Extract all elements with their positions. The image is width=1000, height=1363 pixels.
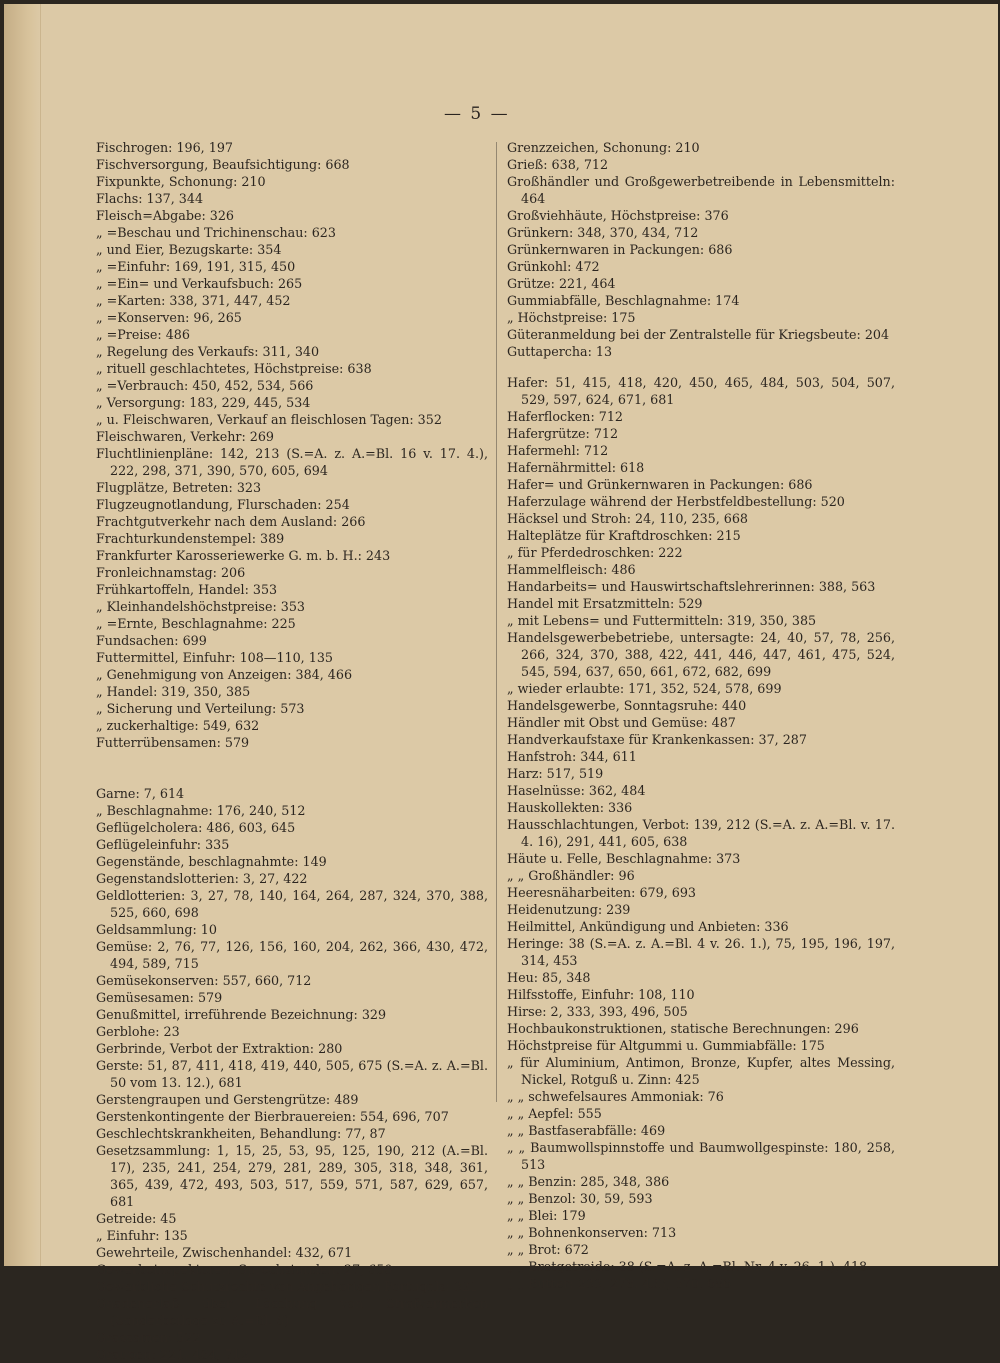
index-entry: Fundsachen: 699	[96, 633, 207, 648]
index-entry: Gemüse: 2, 76, 77, 126, 156, 160, 204, 262, 366, 430, 472, 494, 589, 715	[96, 939, 488, 971]
index-entry: „ mit Lebens= und Futtermitteln: 319, 350, 385	[507, 613, 817, 628]
index-entry: „ „ Benzin: 285, 348, 386	[507, 1174, 670, 1189]
index-entry: „ Sicherung und Verteilung: 573	[96, 701, 305, 716]
index-entry: „ „ Bastfaserabfälle: 469	[507, 1123, 666, 1138]
index-entry: Gnadenerlaß über Löschung von Strafvermerken (Sonderbeilage zu A.=Bl. 6)	[96, 1296, 488, 1328]
index-entry: „ Einfuhr: 135	[96, 1228, 188, 1243]
index-entry: Futtermittel, Einfuhr: 108—110, 135	[96, 650, 333, 665]
index-entry: Haferflocken: 712	[507, 409, 623, 424]
index-entry: Graupen: 221, 464, 712	[96, 1347, 249, 1362]
index-entry: „ u. Fleischwaren, Verkauf an fleischlosen Tagen: 352	[96, 412, 442, 427]
group-gap	[507, 360, 895, 374]
index-entry: Großviehhäute, Höchstpreise: 376	[507, 208, 729, 223]
index-entry: Geflügelcholera: 486, 603, 645	[96, 820, 296, 835]
index-entry: Handelsgewerbe, Sonntagsruhe: 440	[507, 698, 747, 713]
index-entry: Häute u. Felle, Beschlagnahme: 373	[507, 851, 741, 866]
index-entry: Handarbeits= und Hauswirtschaftslehrerinnen: 388, 563	[507, 579, 876, 594]
index-entry: Futterrübensamen: 579	[96, 735, 250, 750]
index-entry: „ wieder erlaubte: 171, 352, 524, 578, 699	[507, 681, 782, 696]
index-entry: „ für Pferdedroschken: 222	[507, 545, 683, 560]
index-entry: Gerbrinde, Verbot der Extraktion: 280	[96, 1041, 343, 1056]
index-entry: „ =Ein= und Verkaufsbuch: 265	[96, 276, 303, 291]
index-entry: „ zuckerhaltige: 549, 632	[96, 718, 260, 733]
index-entry: Handelsgewerbebetriebe, untersagte: 24, 40, 57, 78, 256, 266, 324, 370, 388, 422, 441, 446, 447, 461, 475, 524, 545, 594, 637, 650, 661, 672, 682, 699	[507, 630, 895, 679]
index-entry: Grütze: 221, 464	[507, 276, 616, 291]
index-entry: „ „ Butter: 233, 278, 433, 570, 686	[507, 1276, 732, 1291]
index-entry: Frühkartoffeln, Handel: 353	[96, 582, 278, 597]
right-column	[507, 139, 895, 1292]
index-entry: „ und Eier, Bezugskarte: 354	[96, 242, 282, 257]
index-entry: Fluchtlinienpläne: 142, 213 (S.=A. z. A.=Bl. 16 v. 17. 4.), 222, 298, 371, 390, 570, 605, 694	[96, 446, 488, 478]
index-entry: Grünkohl: 472	[507, 259, 600, 274]
index-entry: „ „ Baumwollspinnstoffe und Baumwollgespinste: 180, 258, 513	[507, 1140, 895, 1172]
right-group-h	[507, 374, 895, 1292]
index-entry: „ rituell geschlachtetes, Höchstpreise: 638	[96, 361, 372, 376]
index-entry: Gummiabfälle, Beschlagnahme: 174	[507, 293, 740, 308]
page-number: — 5 —	[444, 104, 510, 124]
index-entry: Hafermehl: 712	[507, 443, 609, 458]
index-entry: Heeresnäharbeiten: 679, 693	[507, 885, 696, 900]
index-entry: Hammelfleisch: 486	[507, 562, 636, 577]
index-entry: Hochbaukonstruktionen, statische Berechnungen: 296	[507, 1021, 859, 1036]
index-entry: Garne: 7, 614	[96, 786, 185, 801]
index-entry: Hafer: 51, 415, 418, 420, 450, 465, 484, 503, 504, 507, 529, 597, 624, 671, 681	[507, 375, 895, 407]
index-entry: „ „ schwefelsaures Ammoniak: 76	[507, 1089, 724, 1104]
index-entry: Guttapercha: 13	[507, 344, 613, 359]
index-entry: „ Kleinhandelshöchstpreise: 353	[96, 599, 305, 614]
group-gap	[96, 751, 488, 785]
left-group-f	[96, 139, 488, 751]
index-entry: Fleisch=Abgabe: 326	[96, 208, 234, 223]
index-entry: „ =Beschau und Trichinenschau: 623	[96, 225, 336, 240]
index-entry: „ „ Blei: 179	[507, 1208, 586, 1223]
index-entry: Haferzulage während der Herbstfeldbestellung: 520	[507, 494, 845, 509]
index-entry: „ Handel: 319, 350, 385	[96, 684, 251, 699]
index-entry: Händler mit Obst und Gemüse: 487	[507, 715, 736, 730]
index-entry: „ für Aluminium, Antimon, Bronze, Kupfer, altes Messing, Nickel, Rotguß u. Zinn: 425	[507, 1055, 895, 1087]
index-entry: Gerste: 51, 87, 411, 418, 419, 440, 505, 675 (S.=A. z. A.=Bl. 50 vom 13. 12.), 681	[96, 1058, 488, 1090]
index-entry: Frachtgutverkehr nach dem Ausland: 266	[96, 514, 366, 529]
index-entry: „ =Verbrauch: 450, 452, 534, 566	[96, 378, 314, 393]
index-entry: Geldlotterien: 3, 27, 78, 140, 164, 264, 287, 324, 370, 388, 525, 660, 698	[96, 888, 488, 920]
index-entry: „ =Einfuhr: 169, 191, 315, 450	[96, 259, 296, 274]
index-entry: „ „ Benzol: 30, 59, 593	[507, 1191, 653, 1206]
index-entry: Hauskollekten: 336	[507, 800, 633, 815]
index-entry: „ Regelung des Verkaufs: 311, 340	[96, 344, 320, 359]
index-entry: Hafer= und Grünkernwaren in Packungen: 686	[507, 477, 813, 492]
index-entry: Gewerbeinspektoren, Sprechstunden: 27, 650	[96, 1262, 393, 1277]
index-entry: Gewehrteile, Zwischenhandel: 432, 671	[96, 1245, 353, 1260]
index-entry: Fronleichnamstag: 206	[96, 565, 246, 580]
index-entry: Großhändler und Großgewerbetreibende in Lebensmitteln: 464	[507, 174, 895, 206]
index-entry: Hafergrütze: 712	[507, 426, 619, 441]
index-entry: „ Versorgung: 183, 229, 445, 534	[96, 395, 311, 410]
index-entry: „ =Konserven: 96, 265	[96, 310, 242, 325]
page-spine	[4, 4, 41, 1266]
index-entry: „ =Ernte, Beschlagnahme: 225	[96, 616, 296, 631]
index-entry: Gegenstände, beschlagnahmte: 149	[96, 854, 327, 869]
index-entry: Heringe: 38 (S.=A. z. A.=Bl. 4 v. 26. 1.), 75, 195, 196, 197, 314, 453	[507, 936, 895, 968]
index-entry: Grieß: 638, 712	[507, 157, 609, 172]
index-entry: Häcksel und Stroh: 24, 110, 235, 668	[507, 511, 748, 526]
index-entry: Flachs: 137, 344	[96, 191, 204, 206]
index-entry: Geldsammlung: 10	[96, 922, 217, 937]
index-entry: „ „ Aepfel: 555	[507, 1106, 602, 1121]
index-entry: „ =Karten: 338, 371, 447, 452	[96, 293, 291, 308]
index-entry: Hirse: 2, 333, 393, 496, 505	[507, 1004, 688, 1019]
index-entry: Gesetzsammlung: 1, 15, 25, 53, 95, 125, 190, 212 (A.=Bl. 17), 235, 241, 254, 279, 281, 289, 305, 318, 348, 361, 365, 439, 472, 493, 503, 517, 559, 571, 587, 629, 657, 681	[96, 1143, 488, 1209]
index-entry: Gemüsekonserven: 557, 660, 712	[96, 973, 312, 988]
index-entry: Harz: 517, 519	[507, 766, 604, 781]
index-entry: Hafernährmittel: 618	[507, 460, 645, 475]
document-page	[4, 4, 998, 1362]
index-entry: Frankfurter Karosseriewerke G. m. b. H.: 243	[96, 548, 391, 563]
index-entry: Fixpunkte, Schonung: 210	[96, 174, 266, 189]
index-entry: Gerblohe: 23	[96, 1024, 180, 1039]
index-entry: Grünkernwaren in Packungen: 686	[507, 242, 733, 257]
left-column	[96, 139, 488, 1363]
index-entry: „ „ Großhändler: 96	[507, 868, 635, 883]
index-entry: Frachturkundenstempel: 389	[96, 531, 285, 546]
index-entry: Heu: 85, 348	[507, 970, 591, 985]
index-entry: Gerstenkontingente der Bierbrauereien: 554, 696, 707	[96, 1109, 449, 1124]
index-entry: Geschlechtskrankheiten, Behandlung: 77, 87	[96, 1126, 386, 1141]
index-entry: „ Genehmigung von Anzeigen: 384, 466	[96, 667, 353, 682]
index-entry: Fleischwaren, Verkehr: 269	[96, 429, 274, 444]
index-entry: Genußmittel, irreführende Bezeichnung: 329	[96, 1007, 387, 1022]
index-entry: Grassamen: 522	[96, 1330, 201, 1345]
left-group-g	[96, 785, 488, 1363]
index-entry: Hanfstroh: 344, 611	[507, 749, 637, 764]
index-entry: „ Beschlagnahme: 176, 240, 512	[96, 803, 306, 818]
index-entry: Heidenutzung: 239	[507, 902, 631, 917]
index-entry: Flugplätze, Betreten: 323	[96, 480, 262, 495]
index-entry: „ „ Brotgetreide: 38 (S.=A. z. A.=Bl. Nr. 4 v. 26. 1.), 418	[507, 1259, 868, 1274]
index-entry: Flugzeugnotlandung, Flurschaden: 254	[96, 497, 350, 512]
index-entry: „ „ Brot: 672	[507, 1242, 589, 1257]
index-entry: Heilmittel, Ankündigung und Anbieten: 336	[507, 919, 789, 934]
index-entry: „ „ Bohnenkonserven: 713	[507, 1225, 677, 1240]
index-entry: Getreide: 45	[96, 1211, 177, 1226]
index-entry: Fischversorgung, Beaufsichtigung: 668	[96, 157, 350, 172]
index-entry: Hausschlachtungen, Verbot: 139, 212 (S.=A. z. A.=Bl. v. 17. 4. 16), 291, 441, 605, 638	[507, 817, 895, 849]
index-entry: Gegenstandslotterien: 3, 27, 422	[96, 871, 308, 886]
index-entry: Handel mit Ersatzmitteln: 529	[507, 596, 703, 611]
index-entry: Gerstengraupen und Gerstengrütze: 489	[96, 1092, 359, 1107]
index-entry: Gemüsesamen: 579	[96, 990, 223, 1005]
index-entry: Geflügeleinfuhr: 335	[96, 837, 230, 852]
index-entry: Handverkaufstaxe für Krankenkassen: 37, 287	[507, 732, 807, 747]
index-entry: „ =Preise: 486	[96, 327, 190, 342]
right-group-g	[507, 139, 895, 360]
index-entry: Grünkern: 348, 370, 434, 712	[507, 225, 699, 240]
index-entry: Fischrogen: 196, 197	[96, 140, 233, 155]
index-entry: Gewerbliche Schutzrechte von Angehörigen Portugals: 321	[96, 1279, 479, 1294]
index-entry: Güteranmeldung bei der Zentralstelle für Kriegsbeute: 204	[507, 327, 890, 342]
column-divider	[496, 142, 497, 1102]
index-entry: Halteplätze für Kraftdroschken: 215	[507, 528, 741, 543]
index-entry: Grenzzeichen, Schonung: 210	[507, 140, 700, 155]
index-entry: „ Höchstpreise: 175	[507, 310, 636, 325]
index-entry: Haselnüsse: 362, 484	[507, 783, 646, 798]
index-entry: Höchstpreise für Altgummi u. Gummiabfälle: 175	[507, 1038, 825, 1053]
index-entry: Hilfsstoffe, Einfuhr: 108, 110	[507, 987, 695, 1002]
